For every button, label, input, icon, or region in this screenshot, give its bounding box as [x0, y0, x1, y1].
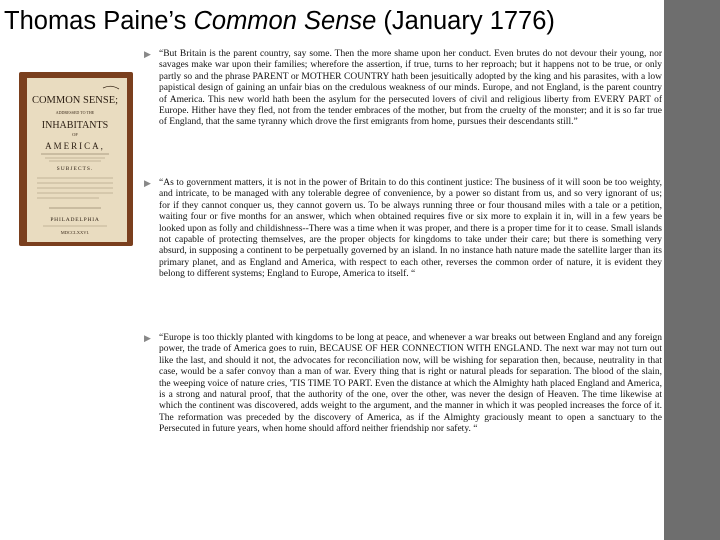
cover-america: AMERICA,	[45, 141, 105, 151]
cover-of: OF	[72, 132, 78, 137]
triangle-bullet-icon: ▶	[144, 334, 151, 344]
quote-text: “But Britain is the parent country, say some. Then the more shame upon her conduct. Even brutes do not devour their young, nor savages make war upon their families; wherefore the assertion, if true, turns to her reproach; but it happens not to be true, or only partly so and the phrase PARENT or MOTHER COUNTRY hath been jesuitically adopted by the king and his parasites, with a low papistical design of gaining an unfair bias on the credulous weakness of our minds. Europe, and not England, is the parent country of America. This new world hath been the asylum for the persecuted lovers of civil and religious liberty from EVERY PART of Europe. Hither have they fled, not from the tender embraces of the mother, but from the cruelty of the monster; and it is so far true of England, that the same tyranny which drove the first emigrants from home, pursues their descendants still.”	[159, 49, 662, 128]
cover-city: PHILADELPHIA	[50, 217, 100, 223]
cover-addressed: ADDRESSED TO THE	[55, 110, 95, 115]
title-text-part2: (January 1776)	[376, 7, 555, 35]
common-sense-cover-image	[19, 72, 133, 246]
right-sidebar-panel	[664, 0, 720, 540]
triangle-bullet-icon: ▶	[144, 50, 151, 60]
quote-text: “As to government matters, it is not in the power of Britain to do this continent justice: The business of it will soon be too weighty, and intricate, to be managed with any tolerable degree of convenience, by a power so distant from us, and so very ignorant of us; for if they cannot conquer us, they cannot govern us. To be always running three or four thousand miles with a tale or a petition, waiting four or five months for an answer, which when obtained requires five or six more to explain it in, will in a few years be looked upon as folly and childishness--There was a time when it was proper, and there is a proper time for it to cease. Small islands not capable of protecting themselves, are the proper objects for kingdoms to take under their care; but there is something very absurd, in supposing a continent to be perpetually governed by an island. In no instance hath nature made the satellite larger than its primary planet, and as England and America, with respect to each other, reverses the common order of nature, it is evident they belong to different systems; England to Europe, America to itself. “	[159, 178, 662, 280]
quote-text: “Europe is too thickly planted with kingdoms to be long at peace, and whenever a war breaks out between England and any foreign power, the trade of America goes to ruin, BECAUSE OF HER CONNECTION WITH ENGLAND. The next war may not turn out like the last, and should it not, the advocates for reconciliation now, will be wishing for separation then, because, neutrality in that case, would be a safer convoy than a man of war. Every thing that is right or natural pleads for separation. The blood of the slain, the weeping voice of nature cries, 'TIS TIME TO PART. Even the distance at which the Almighty hath placed England and America, is a strong and natural proof, that the authority of the one, over the other, was never the design of Heaven. The time likewise at which the continent was discovered, adds weight to the argument, and the manner in which it was peopled increases the force of it. The reformation was preceded by the discovery of America, as if the Almighty graciously meant to open a sanctuary to the Persecuted in future years, when home should afford neither friendship nor safety. “	[159, 333, 662, 435]
title-text-italic: Common Sense	[193, 7, 377, 35]
cover-year: MDCCLXXVI.	[60, 230, 90, 235]
quote-paragraph-3	[144, 333, 662, 436]
slide-title	[4, 4, 659, 38]
cover-subjects: SUBJECTS.	[56, 166, 94, 172]
cover-inhabitants: INHABITANTS	[41, 120, 109, 131]
title-text-part1: Thomas Paine’s	[4, 7, 194, 35]
triangle-bullet-icon: ▶	[144, 179, 151, 189]
cover-title: COMMON SENSE;	[31, 95, 119, 106]
cover-illustration	[19, 72, 133, 246]
quote-paragraph-2	[144, 178, 662, 281]
quote-paragraph-1	[144, 49, 662, 129]
